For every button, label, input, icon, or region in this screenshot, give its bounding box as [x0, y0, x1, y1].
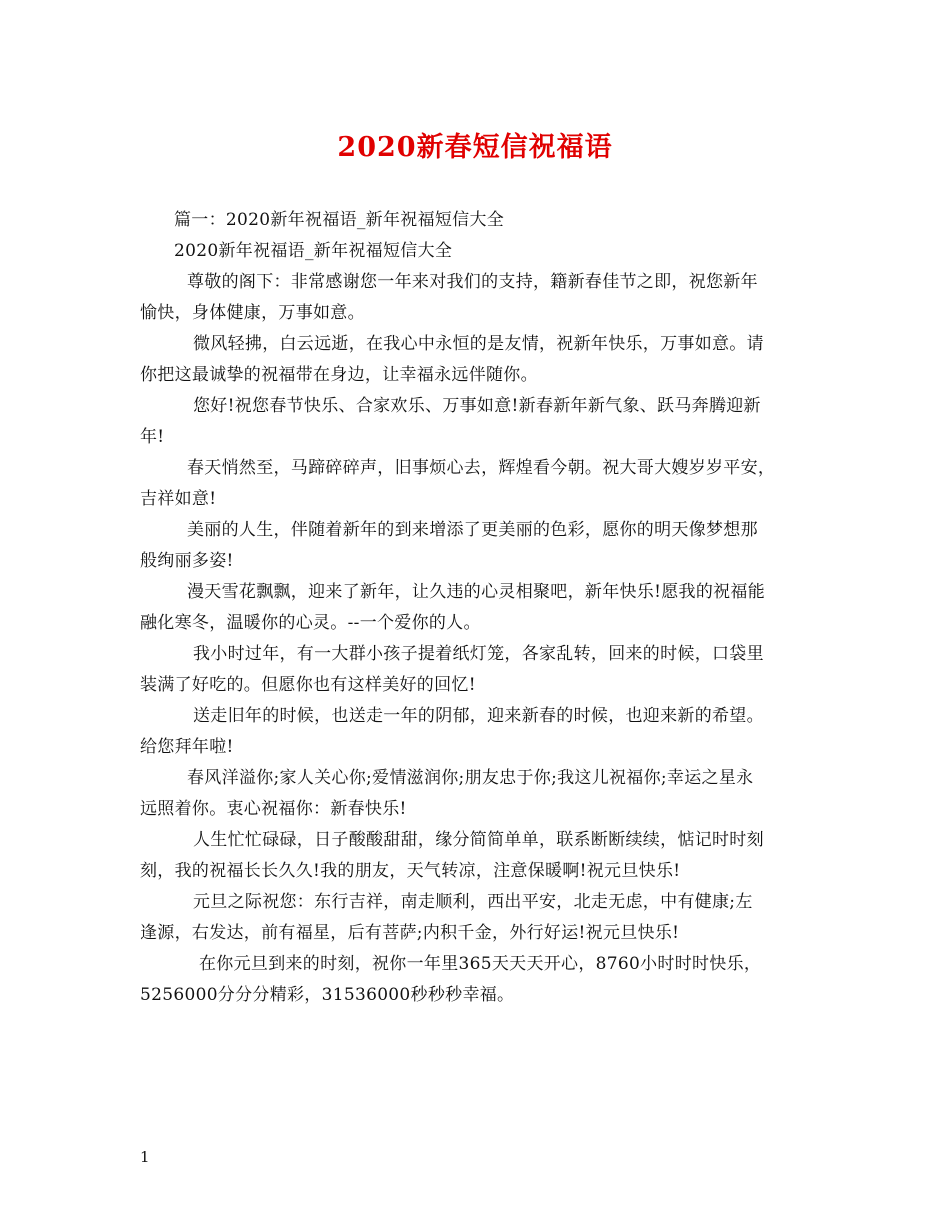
- text-line: 春风洋溢你;家人关心你;爱情滋润你;朋友忠于你;我这儿祝福你;幸运之星永: [187, 768, 754, 788]
- text-line: 在你元旦到来的时刻，祝你一年里365天天天开心，8760小时时时快乐，: [199, 954, 762, 974]
- text-line: 尊敬的阁下：非常感谢您一年来对我们的支持，籍新春佳节之即，祝您新年: [187, 272, 758, 292]
- text-line: 2020新年祝福语_新年祝福短信大全: [174, 241, 453, 261]
- text-line: 微风轻拂，白云远逝，在我心中永恒的是友情，祝新年快乐，万事如意。请: [193, 334, 764, 354]
- text-line: 人生忙忙碌碌，日子酸酸甜甜，缘分简简单单，联系断断续续，惦记时时刻: [193, 830, 764, 850]
- text-line: 你把这最诚挚的祝福带在身边，让幸福永远伴随你。: [140, 365, 538, 385]
- text-line: 远照着你。衷心祝福你：新春快乐!: [140, 799, 407, 819]
- text-line: 吉祥如意!: [140, 489, 217, 509]
- text-line: 漫天雪花飘飘，迎来了新年，让久违的心灵相聚吧，新年快乐!愿我的祝福能: [187, 582, 766, 602]
- text-line: 装满了好吃的。但愿你也有这样美好的回忆!: [140, 675, 476, 695]
- text-line: 5256000分分分精彩，31536000秒秒秒幸福。: [140, 985, 515, 1005]
- text-line: 年!: [140, 427, 165, 447]
- text-line: 元旦之际祝您：东行吉祥，南走顺利，西出平安，北走无虑，中有健康;左: [193, 892, 753, 912]
- text-line: 愉快，身体健康，万事如意。: [140, 303, 365, 323]
- text-line: 给您拜年啦!: [140, 737, 234, 757]
- text-line: 送走旧年的时候，也送走一年的阴郁，迎来新春的时候，也迎来新的希望。: [193, 706, 764, 726]
- text-line: 刻，我的祝福长长久久!我的朋友，天气转凉，注意保暖啊!祝元旦快乐!: [140, 861, 681, 881]
- text-line: 您好!祝您春节快乐、合家欢乐、万事如意!新春新年新气象、跃马奔腾迎新: [193, 396, 761, 416]
- text-line: 我小时过年，有一大群小孩子提着纸灯笼，各家乱转，回来的时候，口袋里: [193, 644, 764, 664]
- text-line: 篇一：2020新年祝福语_新年祝福短信大全: [174, 210, 505, 230]
- text-line: 逢源，右发达，前有福星，后有菩萨;内积千金，外行好运!祝元旦快乐!: [140, 923, 680, 943]
- text-line: 春天悄然至，马蹄碎碎声，旧事烦心去，辉煌看今朝。祝大哥大嫂岁岁平安，: [187, 458, 776, 478]
- text-line: 融化寒冬，温暖你的心灵。--一个爱你的人。: [140, 613, 481, 633]
- document-title: 2020新春短信祝福语: [337, 132, 613, 163]
- text-line: 般绚丽多姿!: [140, 551, 234, 571]
- text-line: 美丽的人生，伴随着新年的到来增添了更美丽的色彩，愿你的明天像梦想那: [187, 520, 758, 540]
- document-body: [140, 205, 815, 1011]
- page-number: 1: [140, 1148, 150, 1166]
